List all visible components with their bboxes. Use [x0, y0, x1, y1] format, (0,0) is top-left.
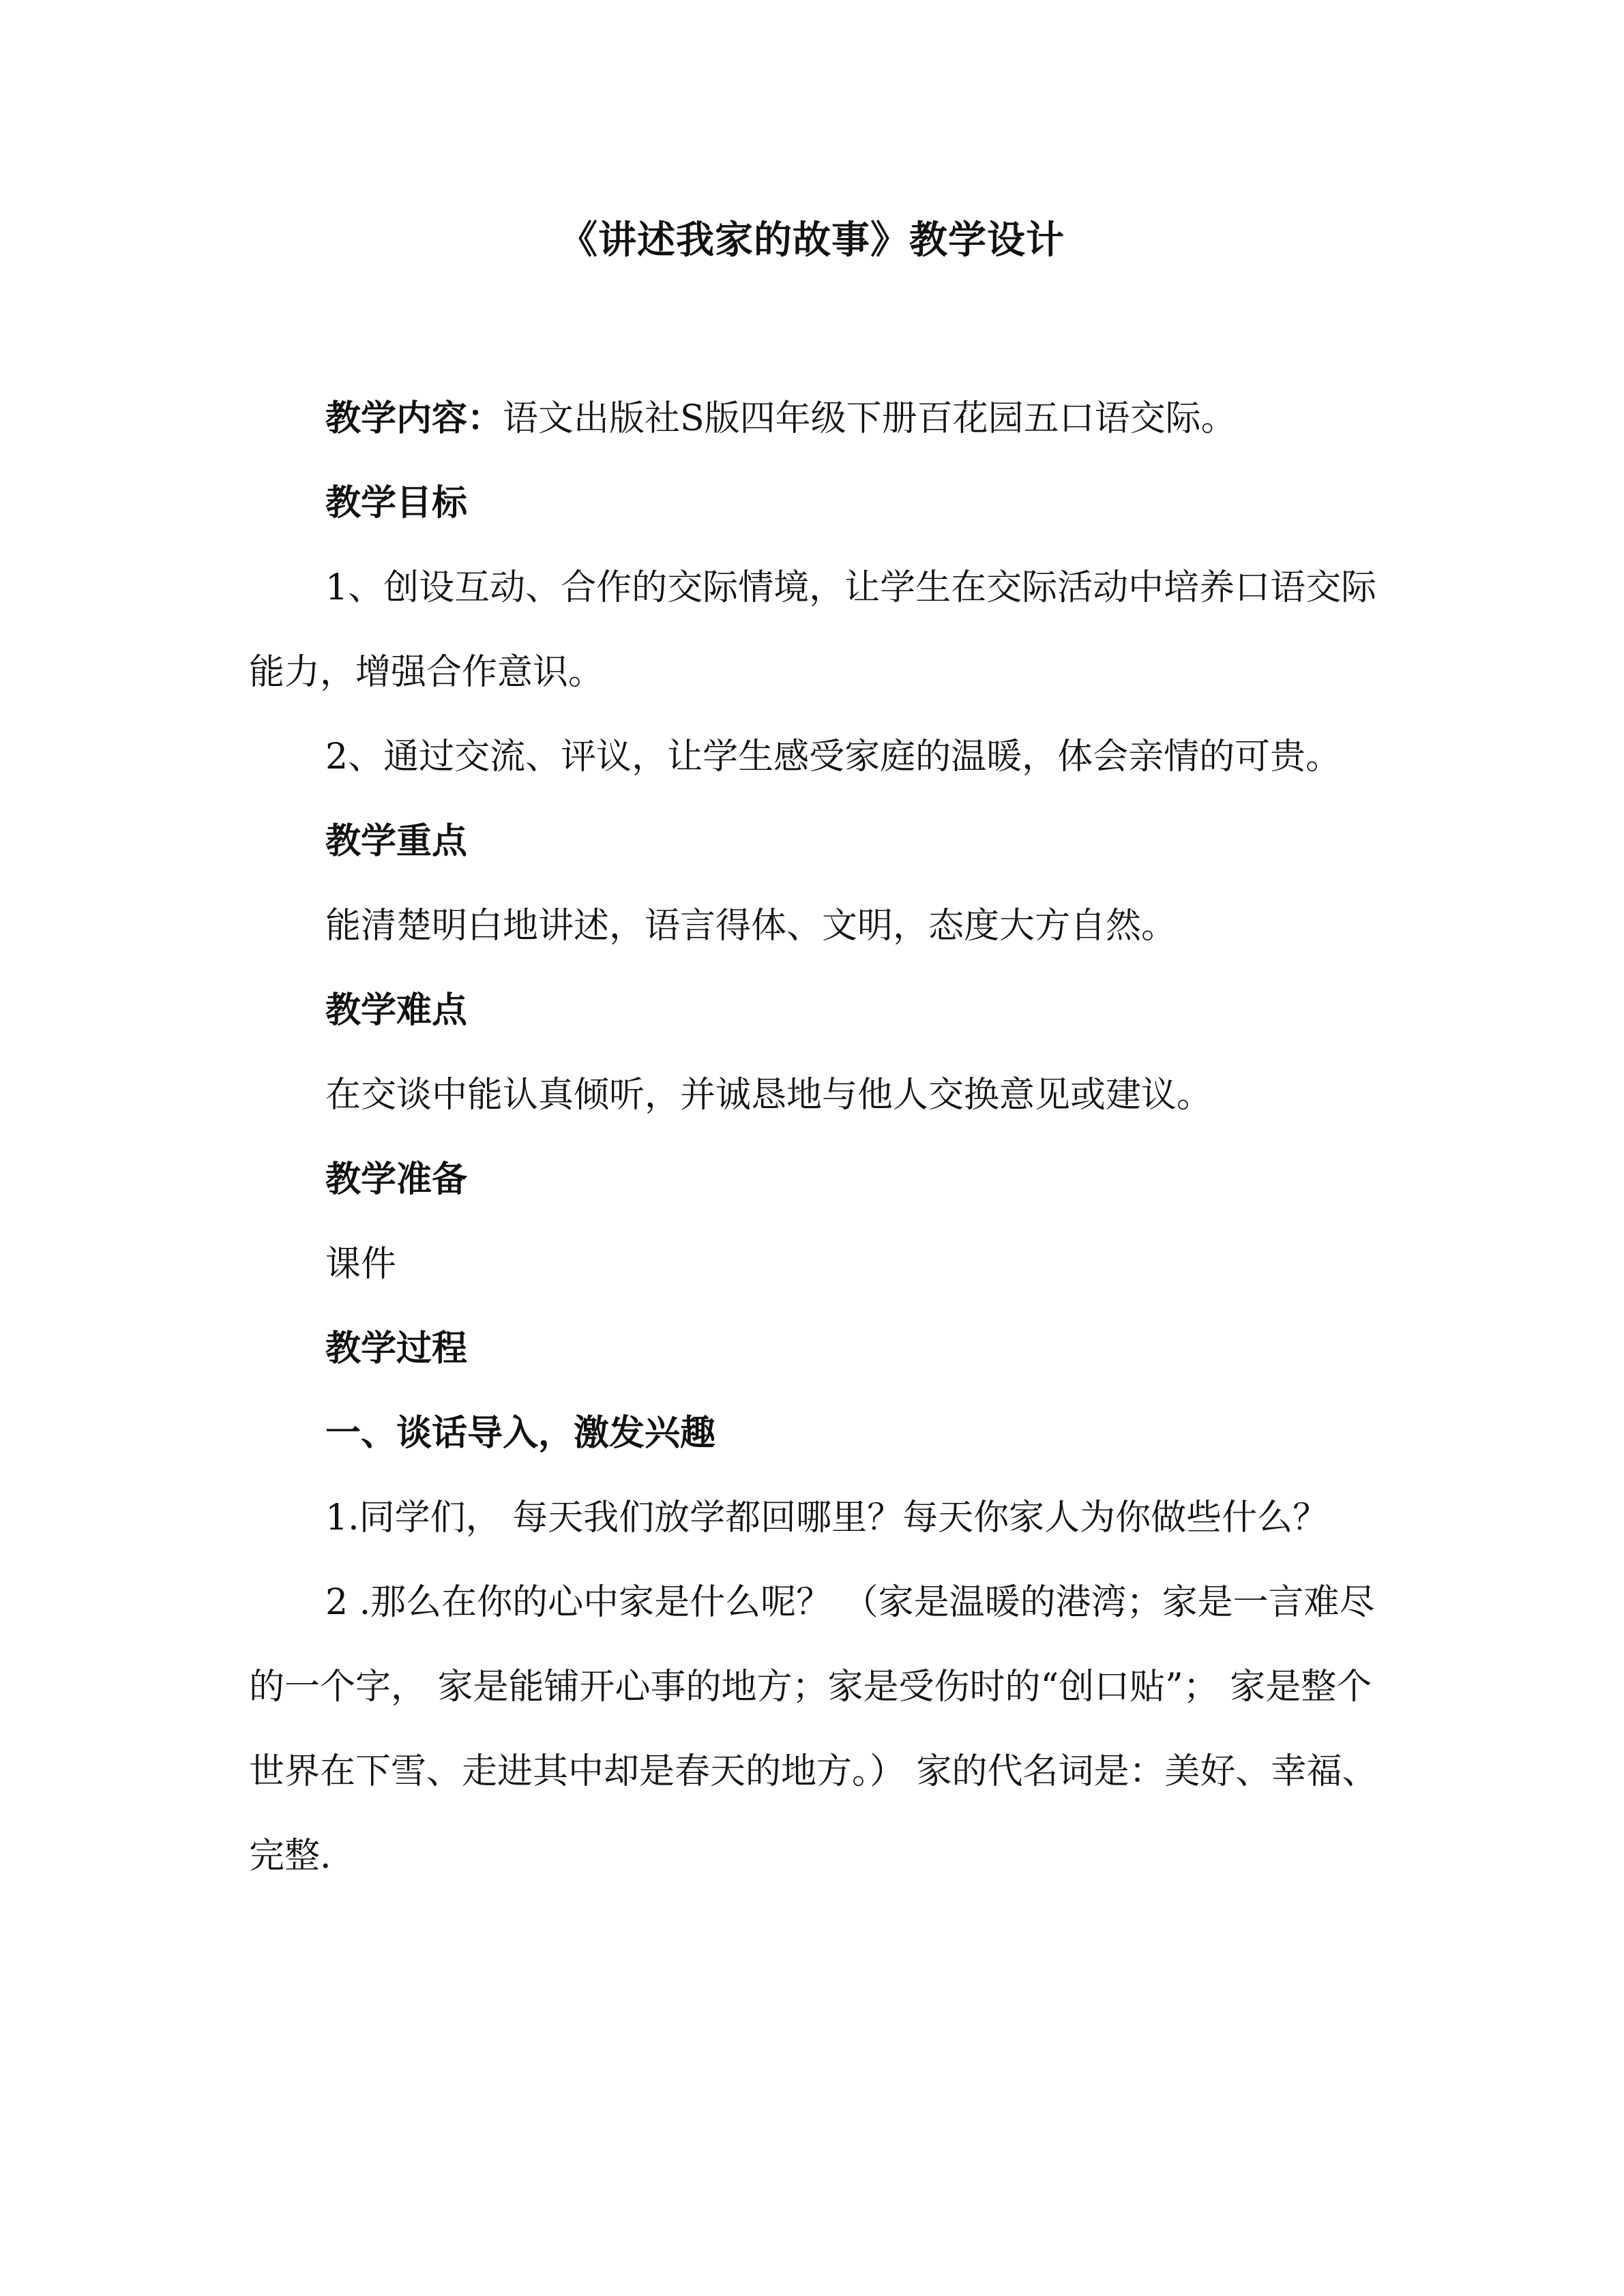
preparation-text: 课件 [325, 1244, 397, 1285]
process-step-2: 2 .那么在你的心中家是什么呢？ （家是温暖的港湾；家是一言难尽的一个字， 家是能铺开心事的地方；家是受伤时的“创口贴”； 家是整个世界在下雪、走进其中却是春天的地方。） 家的代名词是：美好、幸福、完整. [249, 1582, 1378, 1877]
document-title: 《讲述我家的故事》教学设计 [559, 218, 1065, 263]
teaching-content-label: 教学内容： [325, 398, 503, 439]
key-point-heading: 教学重点 [325, 820, 468, 862]
goal-item-1: 1、创设互动、合作的交际情境，让学生在交际活动中培养口语交际能力，增强合作意识。 [249, 567, 1377, 693]
teaching-content [249, 376, 1395, 461]
section-1-heading: 一、谈话导入，激发兴趣 [325, 1412, 716, 1454]
document-body [249, 376, 1395, 1898]
difficulty-heading: 教学难点 [325, 989, 468, 1031]
preparation-heading: 教学准备 [325, 1159, 468, 1200]
difficulty-text: 在交谈中能认真倾听，并诚恳地与他人交换意见或建议。 [325, 1075, 1213, 1116]
goals-heading: 教学目标 [325, 482, 468, 524]
process-heading: 教学过程 [325, 1328, 468, 1369]
key-point-text: 能清楚明白地讲述，语言得体、文明，态度大方自然。 [325, 906, 1177, 946]
teaching-content-text: 语文出版社S版四年级下册百花园五口语交际。 [503, 398, 1237, 439]
process-step-1: 1.同学们， 每天我们放学都回哪里？每天你家人为你做些什么？ [325, 1497, 1329, 1538]
goal-item-2: 2、通过交流、评议，让学生感受家庭的温暖，体会亲情的可贵。 [325, 736, 1342, 777]
